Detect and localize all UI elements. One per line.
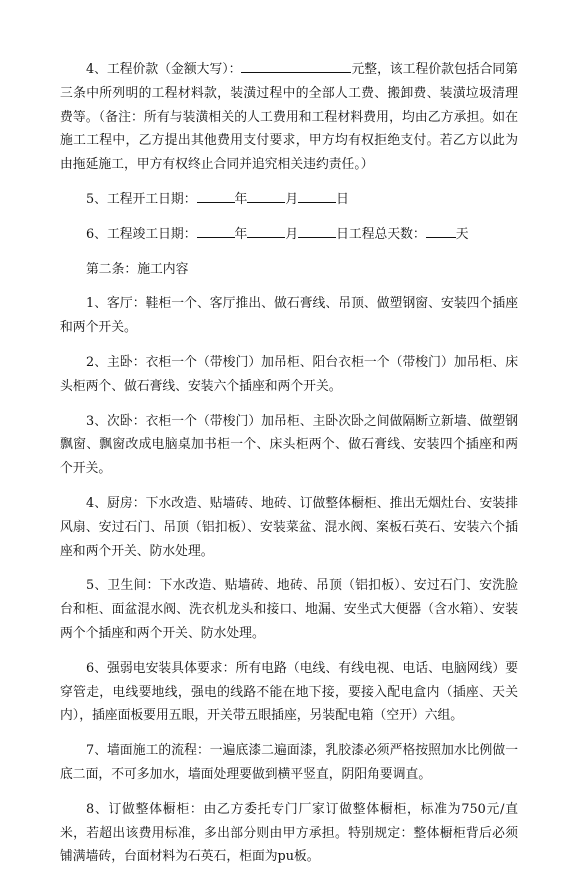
clause-end-date	[60, 223, 518, 247]
content-item-kitchen: 4、厨房：下水改造、贴墙砖、地砖、订做整体橱柜、推出无烟灶台、安装排风扇、安过石门、吊顶（铝扣板）、安装菜盆、混水阀、案板石英石、安装六个插座和两个开关、防水处理。	[60, 495, 518, 559]
amount-blank[interactable]	[241, 58, 351, 73]
total-days-unit: 天	[455, 226, 469, 242]
end-year-unit: 年	[234, 226, 248, 242]
start-month-blank[interactable]	[247, 188, 285, 203]
start-date-label: 5、工程开工日期：	[86, 191, 197, 207]
content-item-living-room: 1、客厅：鞋柜一个、客厅推出、做石膏线、吊顶、做塑钢窗、安装四个插座和两个开关。	[60, 296, 518, 336]
start-month-unit: 月	[285, 191, 299, 207]
total-days-blank[interactable]	[426, 223, 456, 238]
content-item-cabinets: 8、订做整体橱柜：由乙方委托专门厂家订做整体橱柜，标准为750元/直米，若超出该费用标准，多出部分则由甲方承担。特别规定：整体橱柜背后必须铺满墙砖，台面材料为石英石，柜面为pu板。	[60, 801, 518, 865]
end-day-unit: 日工程总天数：	[336, 226, 426, 242]
content-item-master-bedroom: 2、主卧：衣柜一个（带梭门）加吊柜、阳台衣柜一个（带梭门）加吊柜、床头柜两个、做石膏线、安装六个插座和两个开关。	[60, 354, 518, 394]
end-day-blank[interactable]	[298, 223, 336, 238]
start-year-blank[interactable]	[197, 188, 235, 203]
end-month-unit: 月	[285, 226, 299, 242]
start-day-unit: 日	[336, 191, 349, 207]
content-item-wall-painting: 7、墙面施工的流程：一遍底漆二遍面漆，乳胶漆必须严格按照加水比例做一底二面，不可多加水，墙面处理要做到横平竖直，阴阳角要调直。	[60, 743, 518, 782]
section-title: 第二条：施工内容	[86, 261, 189, 277]
clause-price-lead: 4、工程价款（金额大写）：	[86, 62, 242, 77]
end-month-blank[interactable]	[247, 223, 285, 238]
start-day-blank[interactable]	[298, 188, 336, 203]
content-item-second-bedroom: 3、次卧：衣柜一个（带梭门）加吊柜、主卧次卧之间做隔断立新墙、做塑钢飘窗、飘窗改成电脑桌加书柜一个、床头柜两个、做石膏线、安装四个插座和两个开关。	[60, 413, 518, 477]
end-year-blank[interactable]	[197, 223, 235, 238]
start-year-unit: 年	[234, 191, 248, 207]
end-date-label: 6、工程竣工日期：	[86, 226, 197, 242]
clause-price	[60, 58, 518, 177]
clause-start-date	[60, 188, 518, 212]
content-item-bathroom: 5、卫生间：下水改造、贴墙砖、地砖、吊顶（铝扣板）、安过石门、安洗脸台和柜、面盆混水阀、洗衣机龙头和接口、地漏、安坐式大便器（含水箱）、安装两个个插座和两个开关、防水处理。	[60, 578, 518, 641]
content-item-electrical: 6、强弱电安装具体要求：所有电路（电线、有线电视、电话、电脑网线）要穿管走，电线要地线，强电的线路不能在地下接，要接入配电盒内（插座、天关内），插座面板要用五眼，开关带五眼插座，另装配电箱（空开）六组。	[60, 660, 518, 724]
clause-price-text: 元整，该工程价款包括合同第三条中所列明的工程材料款，装潢过程中的全部人工费、搬卸费、装潢垃圾清理费等。（备注：所有与装潢相关的人工费用和工程材料费用，均由乙方承担。如在施工工程中，乙方提出其他费用支付要求，甲方均有权拒绝支付。若乙方以此为由拖延施工，甲方有权终止合同并追究相关违约责任。）	[60, 62, 518, 173]
